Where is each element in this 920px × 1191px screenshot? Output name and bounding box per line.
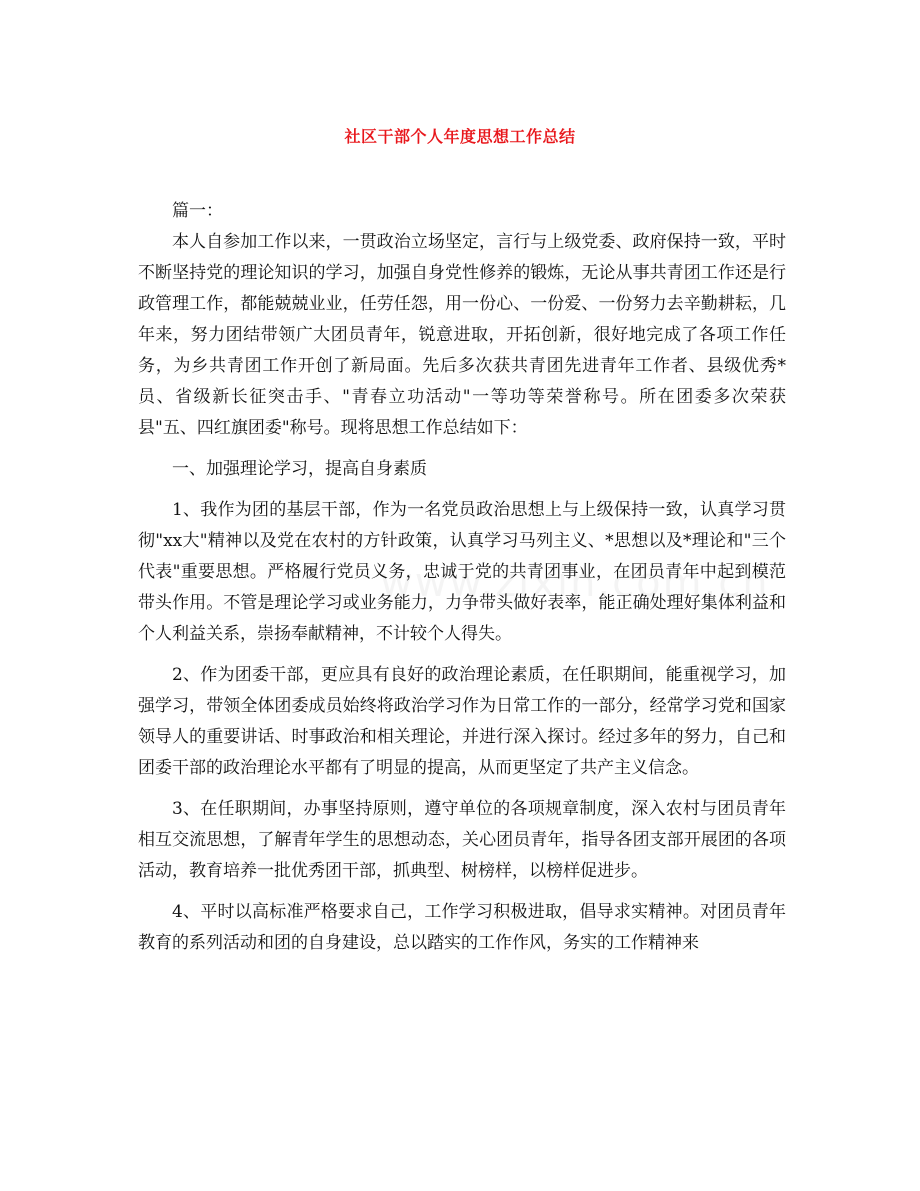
document-body: [138, 196, 786, 959]
section-label: 篇一：: [172, 201, 223, 221]
paragraph-item-3: 3、在任职期间，办事坚持原则，遵守单位的各项规章制度，深入农村与团员青年相互交流思想，了解青年学生的思想动态，关心团员青年，指导各团支部开展团的各项活动，教育培养一批优秀团干部，抓典型、树榜样，以榜样促进步。: [138, 799, 786, 881]
section-heading: 一、加强理论学习，提高自身素质: [172, 459, 427, 479]
paragraph-item-4: 4、平时以高标准严格要求自己，工作学习积极进取，倡导求实精神。对团员青年教育的系列活动和团的自身建设，总以踏实的工作作风，务实的工作精神来: [138, 902, 786, 953]
paragraph-item-2: 2、作为团委干部，更应具有良好的政治理论素质，在任职期间，能重视学习，加强学习，带领全体团委成员始终将政治学习作为日常工作的一部分，经常学习党和国家领导人的重要讲话、时事政治和相关理论，并进行深入探讨。经过多年的努力，自己和团委干部的政治理论水平都有了明显的提高，从而更坚定了共产主义信念。: [138, 665, 786, 778]
paragraph-item-1: 1、我作为团的基层干部，作为一名党员政治思想上与上级保持一致，认真学习贯彻"xx大"精神以及党在农村的方针政策，认真学习马列主义、*思想以及*理论和"三个代表"重要思想。严格履行党员义务，忠诚于党的共青团事业，在团员青年中起到模范带头作用。不管是理论学习或业务能力，力争带头做好表率，能正确处理好集体利益和个人利益关系，崇扬奉献精神，不计较个人得失。: [138, 500, 786, 644]
document-title: 社区干部个人年度思想工作总结: [344, 127, 576, 146]
intro-paragraph: 本人自参加工作以来，一贯政治立场坚定，言行与上级党委、政府保持一致，平时不断坚持党的理论知识的学习，加强自身党性修养的锻炼，无论从事共青团工作还是行政管理工作，都能兢兢业业，任劳任怨，用一份心、一份爱、一份努力去辛勤耕耘，几年来，努力团结带领广大团员青年，锐意进取，开拓创新，很好地完成了各项工作任务，为乡共青团工作开创了新局面。先后多次获共青团先进青年工作者、县级优秀*员、省级新长征突击手、"青春立功活动"一等功等荣誉称号。所在团委多次荣获县"五、四红旗团委"称号。现将思想工作总结如下：: [138, 232, 786, 438]
